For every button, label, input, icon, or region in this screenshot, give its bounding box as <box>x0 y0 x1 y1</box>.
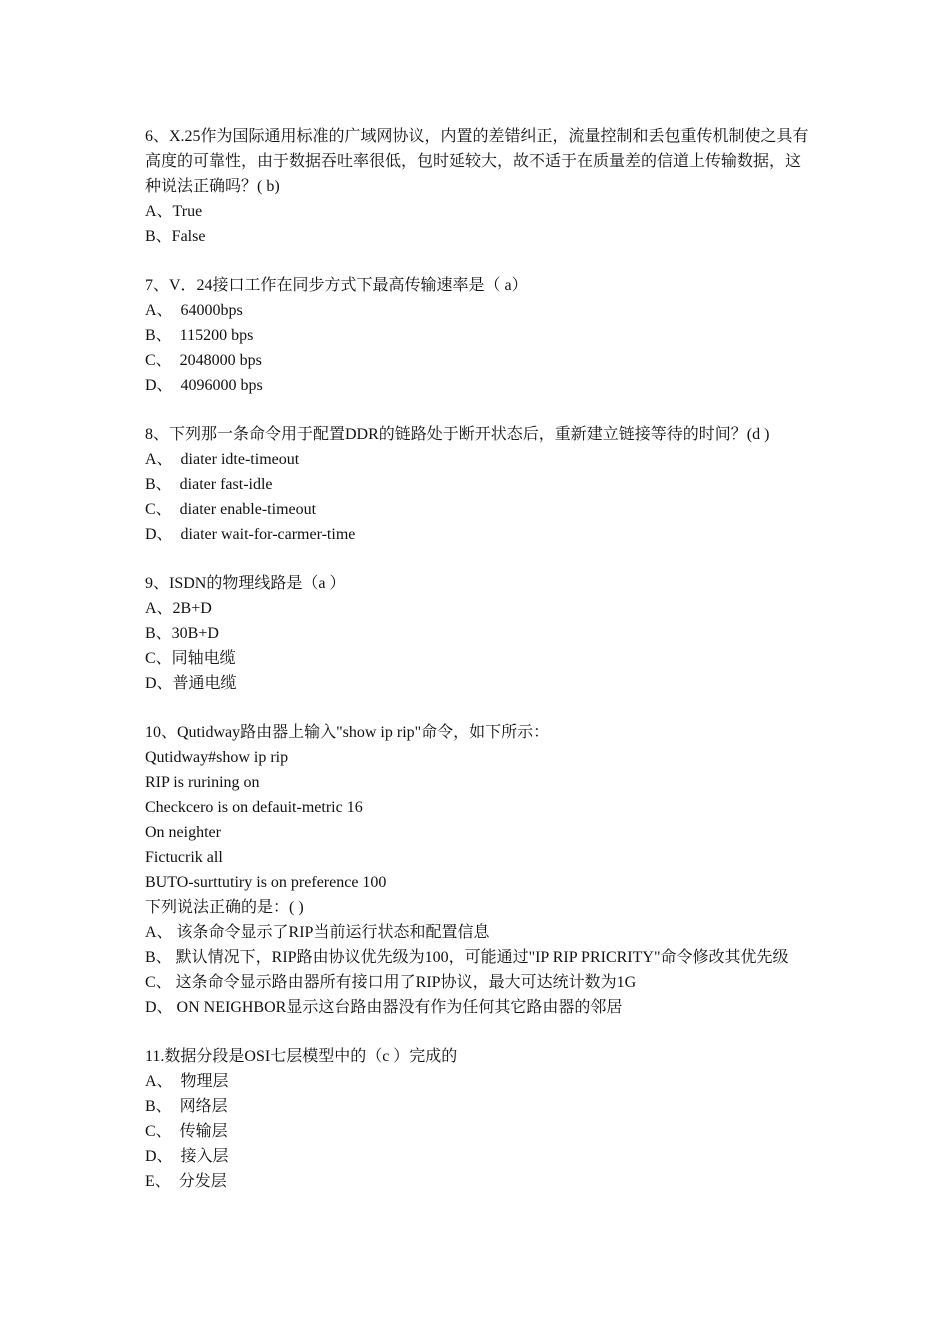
option-e: E、 分发层 <box>145 1173 227 1190</box>
command-output-line: Checkcero is on defauit-metric 16 <box>145 799 363 816</box>
question-stem: 9、ISDN的物理线路是（a ） <box>145 575 346 592</box>
document-page <box>145 124 810 1218</box>
option-d: D、 ON NEIGHBOR显示这台路由器没有作为任何其它路由器的邻居 <box>145 999 623 1016</box>
question-9 <box>145 571 810 696</box>
command-output-line: BUTO-surttutiry is on preference 100 <box>145 874 387 891</box>
option-c: C、 这条命令显示路由器所有接口用了RIP协议，最大可达统计数为1G <box>145 974 637 991</box>
option-c: C、 2048000 bps <box>145 352 262 369</box>
question-stem: 11.数据分段是OSI七层模型中的（c ）完成的 <box>145 1048 458 1065</box>
option-c: C、 传输层 <box>145 1123 228 1140</box>
option-d: D、 接入层 <box>145 1148 229 1165</box>
question-10 <box>145 720 810 1020</box>
option-d: D、 diater wait-for-carmer-time <box>145 526 356 543</box>
option-a: A、 该条命令显示了RIP当前运行状态和配置信息 <box>145 924 490 941</box>
option-b: B、 115200 bps <box>145 327 254 344</box>
question-stem: 8、下列那一条命令用于配置DDR的链路处于断开状态后，重新建立链接等待的时间？(d ) <box>145 426 770 443</box>
option-c: C、 diater enable-timeout <box>145 501 317 518</box>
option-a: A、 diater idte-timeout <box>145 451 300 468</box>
command-output-line: Qutidway#show ip rip <box>145 749 289 766</box>
option-b: B、False <box>145 228 206 245</box>
option-b: B、 diater fast-idle <box>145 476 273 493</box>
option-a: A、True <box>145 203 203 220</box>
option-a: A、 64000bps <box>145 302 243 319</box>
command-output-line: RIP is rurining on <box>145 774 260 791</box>
question-8 <box>145 422 810 547</box>
option-b: B、30B+D <box>145 625 219 642</box>
question-stem: 7、V．24接口工作在同步方式下最高传输速率是（ a） <box>145 277 528 294</box>
option-d: D、普通电缆 <box>145 675 237 692</box>
question-11 <box>145 1044 810 1194</box>
question-prompt: 下列说法正确的是：( ) <box>145 899 304 916</box>
question-stem: 6、X.25作为国际通用标准的广域网协议，内置的差错纠正，流量控制和丢包重传机制使之具有高度的可靠性，由于数据吞吐率很低，包时延较大，故不适于在质量差的信道上传输数据，这种说法正确吗？( b) <box>145 128 809 195</box>
option-a: A、 物理层 <box>145 1073 229 1090</box>
option-b: B、 网络层 <box>145 1098 228 1115</box>
command-output-line: On neighter <box>145 824 221 841</box>
question-6 <box>145 124 810 249</box>
option-b: B、 默认情况下，RIP路由协议优先级为100，可能通过"IP RIP PRICRITY"命令修改其优先级 <box>145 949 789 966</box>
option-d: D、 4096000 bps <box>145 377 263 394</box>
option-a: A、2B+D <box>145 600 212 617</box>
question-7 <box>145 273 810 398</box>
option-c: C、同轴电缆 <box>145 650 236 667</box>
command-output-line: Fictucrik all <box>145 849 223 866</box>
question-stem: 10、Qutidway路由器上输入"show ip rip"命令，如下所示： <box>145 724 550 741</box>
